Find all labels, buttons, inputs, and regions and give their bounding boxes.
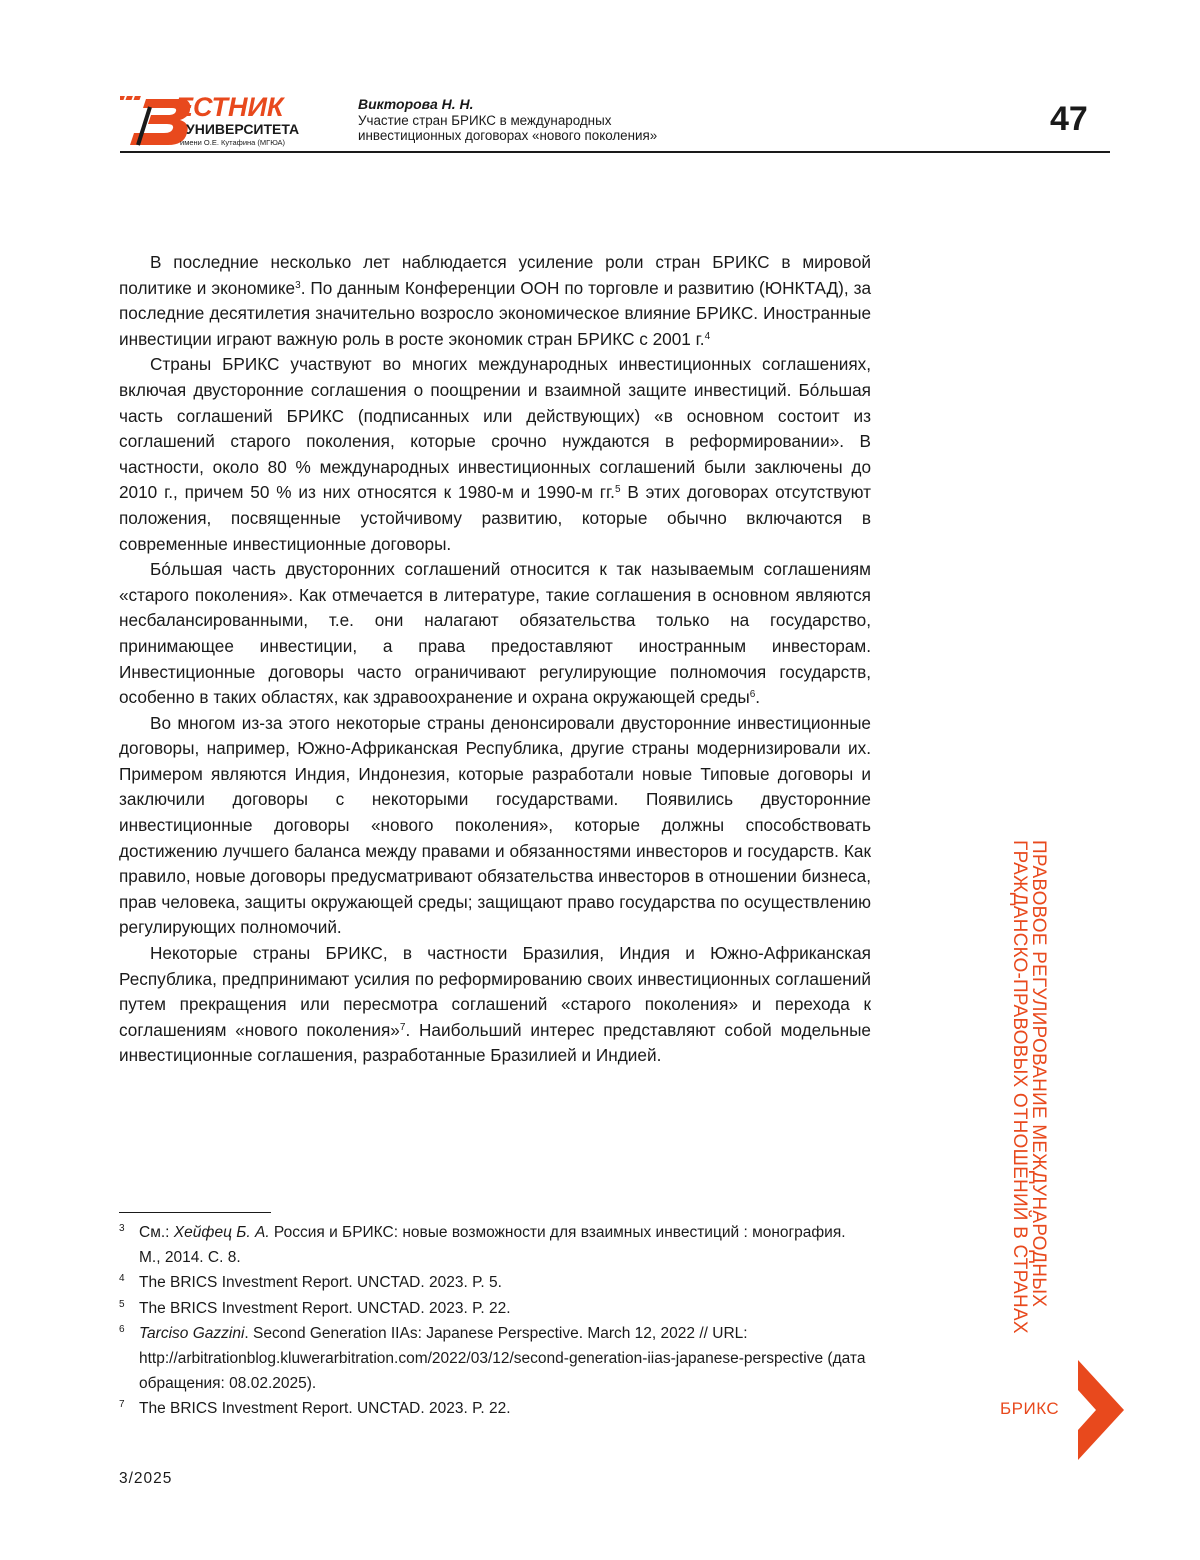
- footnote-ref-4[interactable]: 4: [705, 331, 711, 342]
- paragraph-1: В последние несколько лет наблюдается усиление роли стран БРИКС в мировой политике и экономике3. По данным Конференции ООН по торговле и развитию (ЮНКТАД), за последние десятилетия значительно возросло экономическое влияние БРИКС. Иностранные инвестиции играют важную роль в росте экономик стран БРИКС с 2001 г.4: [119, 250, 871, 352]
- footnote-ref-7[interactable]: 7: [400, 1022, 406, 1033]
- footnote-divider: [119, 1212, 271, 1213]
- footnote-number: 4: [119, 1267, 125, 1292]
- logo-university: УНИВЕРСИТЕТА: [186, 121, 299, 137]
- issue-number: 3/2025: [119, 1470, 172, 1488]
- paragraph-2: Страны БРИКС участвуют во многих международных инвестиционных соглашениях, включая двусторонние соглашения о поощрении и взаимной защите инвестиций. Бóльшая часть соглашений БРИКС (подписанных или действующих) «в основном состоит из соглашений старого поколения, которые срочно нуждаются в реформировании». В частности, около 80 % международных инвестиционных соглашений были заключены до 2010 г., причем 50 % из них относятся к 1980-м и 1990-м гг.5 В этих договорах отсутствуют положения, посвященные устойчивому развитию, которые обычно включаются в современные инвестиционные договоры.: [119, 352, 871, 557]
- footnote-author: Хейфец Б. А.: [174, 1224, 270, 1241]
- footnote-item: [119, 1322, 871, 1396]
- running-head-title-line2: инвестиционных договорах «нового поколения»: [358, 128, 828, 143]
- footnote-ref-3[interactable]: 3: [295, 280, 301, 291]
- section-rubric-text: [1004, 840, 1048, 1395]
- section-rubric-brics: БРИКС: [1000, 1399, 1059, 1419]
- page-number: 47: [1050, 100, 1088, 138]
- footnote-ref-6[interactable]: 6: [750, 689, 756, 700]
- footnote-number: 6: [119, 1318, 125, 1343]
- arrow-right-icon: [1072, 1360, 1128, 1460]
- footnote-number: 7: [119, 1393, 125, 1418]
- footnote-item: 5 The BRICS Investment Report. UNCTAD. 2023. P. 22.: [119, 1297, 871, 1322]
- footnote-item: 7 The BRICS Investment Report. UNCTAD. 2023. P. 22.: [119, 1397, 871, 1422]
- running-head-title: [358, 113, 828, 143]
- footnote-number: 5: [119, 1293, 125, 1318]
- footnote-item: 4 The BRICS Investment Report. UNCTAD. 2023. P. 5.: [119, 1271, 871, 1296]
- footnote-number: 3: [119, 1217, 125, 1242]
- header-divider: [120, 151, 1110, 153]
- logo-subtitle: имени О.Е. Кутафина (МГЮА): [180, 138, 285, 147]
- section-rubric-line1: ПРАВОВОЕ РЕГУЛИРОВАНИЕ МЕЖДУНАРОДНЫХ: [1029, 840, 1048, 1395]
- footnote-ref-5[interactable]: 5: [615, 484, 621, 495]
- paragraph-4: Во многом из-за этого некоторые страны денонсировали двусторонние инвестиционные договоры, например, Южно-Африканская Республика, другие страны модернизировали их. Примером являются Индия, Индонезия, которые разработали новые Типовые договоры и заключили договоры с некоторыми государствами. Появились двусторонние инвестиционные договоры «нового поколения», которые должны способствовать достижению лучшего баланса между правами и обязанностями инвесторов и государств. Как правило, новые договоры предусматривают обязательства инвесторов в отношении бизнеса, прав человека, защиты окружающей среды; защищают право государства по осуществлению регулирующих полномочий.: [119, 711, 871, 941]
- footnote-url-text[interactable]: . Second Generation IIAs: Japanese Perspective. March 12, 2022 // URL: http://arbitrationblog.kluwerarbitration.com/2022/03/12/second-generation-iias-japanese-perspective (дата обращения: 08.02.2025).: [139, 1325, 865, 1391]
- running-head-title-line1: Участие стран БРИКС в международных: [358, 113, 828, 128]
- footnotes: [119, 1221, 871, 1423]
- section-rubric: [1004, 840, 1048, 1395]
- paragraph-5: Некоторые страны БРИКС, в частности Бразилия, Индия и Южно-Африканская Республика, предпринимают усилия по реформированию своих инвестиционных соглашений путем прекращения или пересмотра соглашений «старого поколения» и перехода к соглашениям «нового поколения»7. Наибольший интерес представляют собой модельные инвестиционные соглашения, разработанные Бразилией и Индией.: [119, 941, 871, 1069]
- footnote-item: 3 См.: Хейфец Б. А. Россия и БРИКС: новые возможности для взаимных инвестиций : монография. М., 2014. С. 8.: [119, 1221, 871, 1270]
- article-body: [119, 250, 871, 1069]
- section-rubric-line2: ГРАЖДАНСКО-ПРАВОВЫХ ОТНОШЕНИЙ В СТРАНАХ: [1010, 840, 1029, 1395]
- paragraph-3: Бóльшая часть двусторонних соглашений относится к так называемым соглашениям «старого поколения». Как отмечается в литературе, такие соглашения в основном являются несбалансированными, т.е. они налагают обязательства только на государство, принимающее инвестиции, а права предоставляют иностранным инвесторам. Инвестиционные договоры часто ограничивают регулирующие полномочия государств, особенно в таких областях, как здравоохранение и охрана окружающей среды6.: [119, 557, 871, 711]
- footnote-author: Tarciso Gazzini: [139, 1325, 244, 1342]
- logo-wordmark: ЕСТНИК: [175, 93, 284, 121]
- running-head-author: Викторова Н. Н.: [358, 96, 474, 112]
